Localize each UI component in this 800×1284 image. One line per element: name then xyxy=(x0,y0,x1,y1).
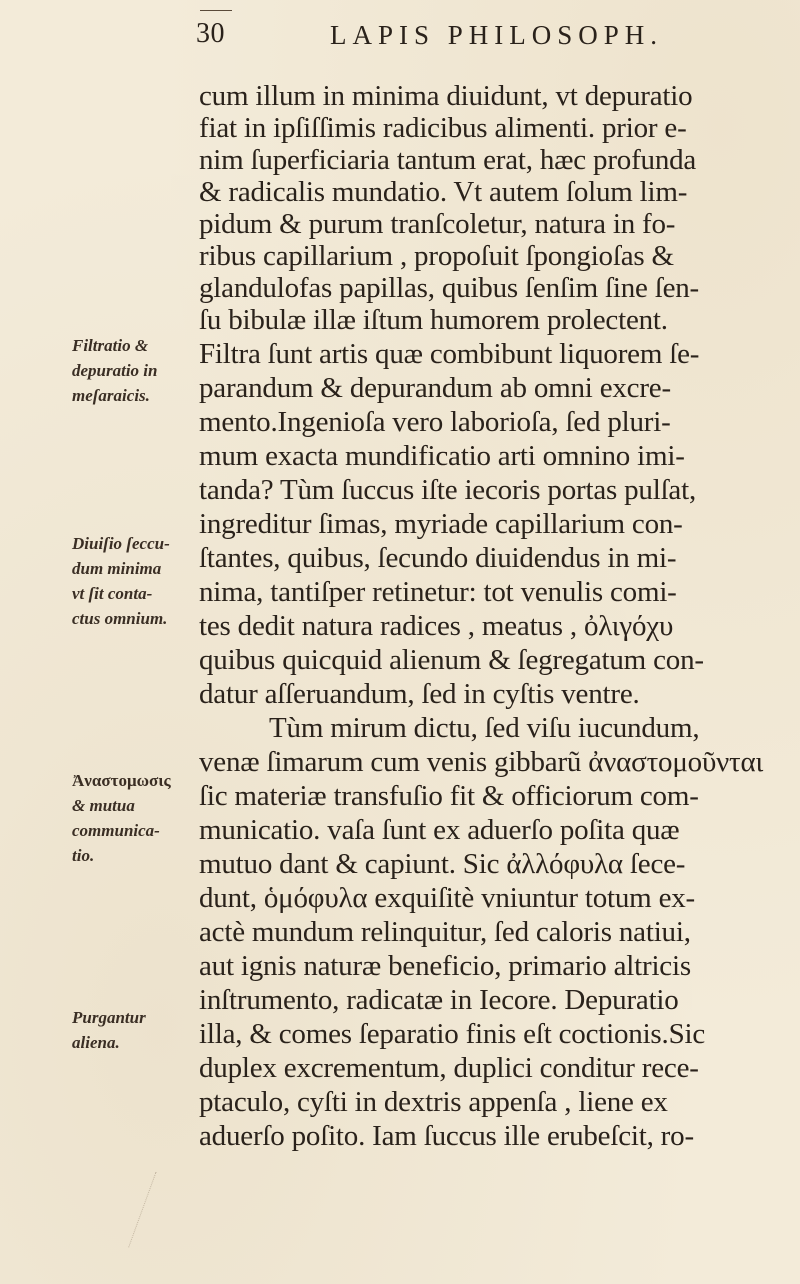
text-line: ptaculo, cyſti in dextris appenſa , liene ex xyxy=(199,1086,668,1118)
text-line: aut ignis naturæ beneficio, primario altricis xyxy=(199,950,691,982)
text-line: parandum & depurandum ab omni excre- xyxy=(199,372,671,404)
marginal-note-line: Purgantur xyxy=(72,1008,146,1027)
text-line: duplex excrementum, duplici conditur rece- xyxy=(199,1052,699,1084)
marginal-note-anastomosis xyxy=(72,768,197,868)
marginal-note-line: Filtratio & xyxy=(72,336,149,355)
marginal-note-line: dum minima xyxy=(72,559,162,578)
marginal-note-line: depuratio in xyxy=(72,361,158,380)
marginal-note-filtratio xyxy=(72,333,197,408)
text-line: & radicalis mundatio. Vt autem ſolum lim- xyxy=(199,176,688,208)
text-line: aduerſo poſito. Iam ſuccus ille erubeſcit, ro- xyxy=(199,1120,694,1152)
page-header xyxy=(0,0,800,50)
text-line: inſtrumento, radicatæ in Iecore. Depuratio xyxy=(199,984,679,1016)
running-title: LAPIS PHILOSOPH. xyxy=(330,20,664,50)
text-line: ingreditur ſimas, myriade capillarium con- xyxy=(199,508,683,540)
marginal-note-line: Ἀναστομωσις xyxy=(72,771,171,790)
text-line: Tùm mirum dictu, ſed viſu iucundum, xyxy=(269,712,700,744)
text-line: illa, & comes ſeparatio finis eſt coctionis.Sic xyxy=(199,1018,706,1050)
marginal-note-line: communica- xyxy=(72,821,160,840)
text-line: mento.Ingenioſa vero laborioſa, ſed pluri- xyxy=(199,406,671,438)
marginal-note-line: meſaraicis. xyxy=(72,386,150,405)
text-line: fiat in ipſiſſimis radicibus alimenti. prior e- xyxy=(199,112,687,144)
text-line: nima, tantiſper retinetur: tot venulis comi- xyxy=(199,576,677,608)
marginal-note-line: Diuiſio ſeccu- xyxy=(72,534,170,553)
text-line: ribus capillarium , propoſuit ſpongioſas & xyxy=(199,240,674,272)
text-line: dunt, ὁμόφυλα exquiſitè vniuntur totum ex- xyxy=(199,882,695,914)
text-line: glandulofas papillas, quibus ſenſim ſine ſen- xyxy=(199,272,700,304)
text-line: mum exacta mundificatio arti omnino imi- xyxy=(199,440,685,472)
text-line: mutuo dant & capiunt. Sic ἀλλόφυλα ſece- xyxy=(199,848,686,880)
marginal-note-line: & mutua xyxy=(72,796,135,815)
text-line: ſu bibulæ illæ iſtum humorem prolectent. xyxy=(199,304,668,336)
marginal-note-line: ctus omnium. xyxy=(72,609,168,628)
paper-stain xyxy=(128,1172,213,1268)
text-line: pidum & purum tranſcoletur, natura in fo- xyxy=(199,208,676,240)
text-line: venæ ſimarum cum venis gibbarũ ἀναστομοῦνται xyxy=(199,746,764,778)
page-number: 30 xyxy=(196,18,225,49)
text-line: tes dedit natura radices , meatus , ὀλιγόχυ xyxy=(199,610,674,642)
marginal-note-line: vt ſit conta- xyxy=(72,584,153,603)
text-line: actè mundum relinquitur, ſed caloris natiui, xyxy=(199,916,691,948)
text-line: cum illum in minima diuidunt, vt depuratio xyxy=(199,80,693,112)
text-line: datur aſſeruandum, ſed in cyſtis ventre. xyxy=(199,678,640,710)
text-line: tanda? Tùm ſuccus iſte iecoris portas pulſat, xyxy=(199,474,697,506)
marginal-note-line: tio. xyxy=(72,846,95,865)
text-line: nim ſuperficiaria tantum erat, hæc profunda xyxy=(199,144,697,176)
text-line: ſtantes, quibus, ſecundo diuidendus in mi- xyxy=(199,542,677,574)
text-line: ſic materiæ transfuſio fit & officiorum com- xyxy=(199,780,699,812)
text-line: Filtra ſunt artis quæ combibunt liquorem ſe- xyxy=(199,338,700,370)
marginal-note-purgantur xyxy=(72,1005,197,1055)
marginal-note-diuisio xyxy=(72,531,197,631)
text-line: municatio. vaſa ſunt ex aduerſo poſita quæ xyxy=(199,814,680,846)
text-line: quibus quicquid alienum & ſegregatum con- xyxy=(199,644,704,676)
marginal-note-line: aliena. xyxy=(72,1033,120,1052)
